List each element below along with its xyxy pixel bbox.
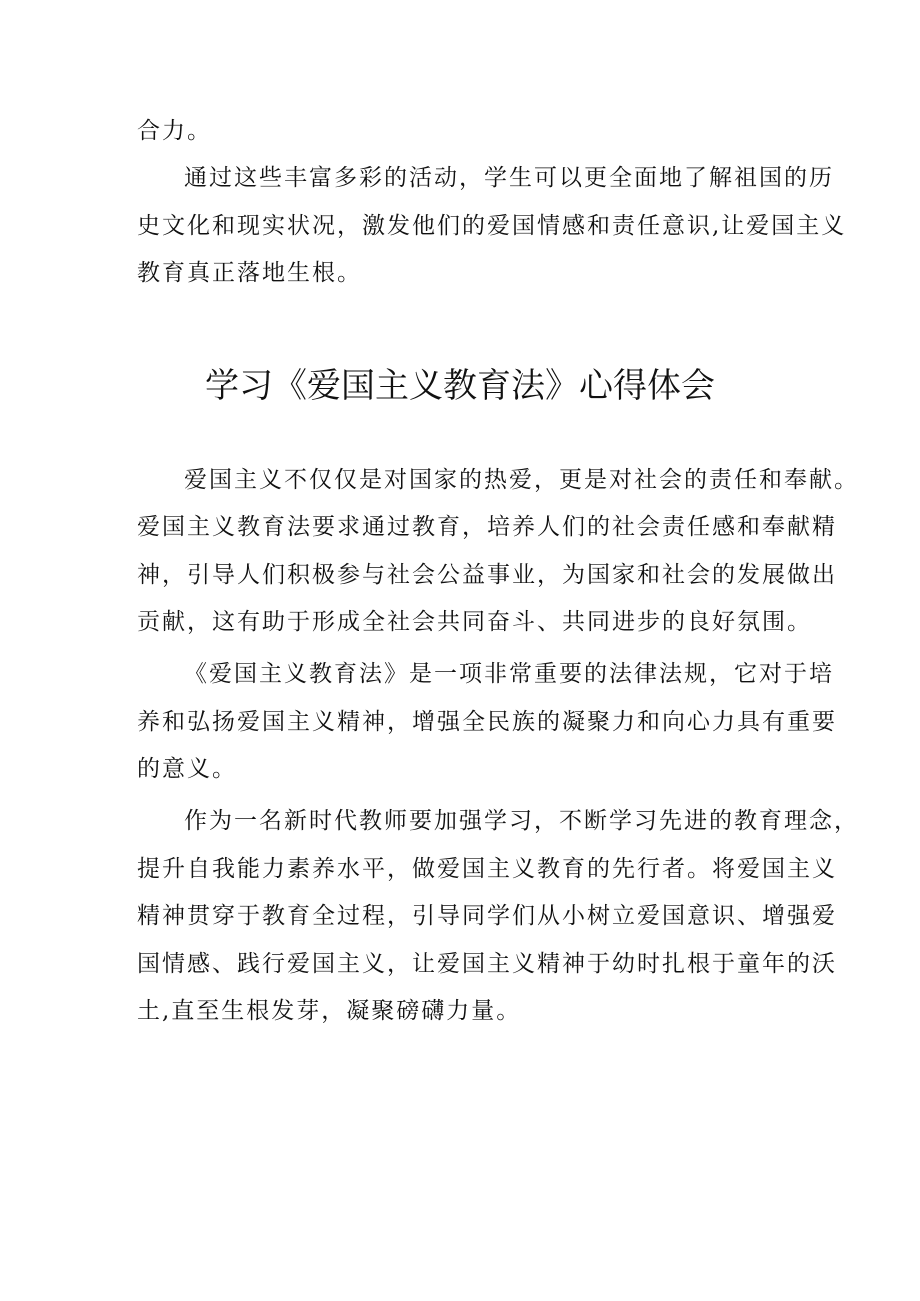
body-paragraph-1-line-3: 神，引导人们积极参与社会公益事业，为国家和社会的发展做出: [137, 562, 837, 588]
body-paragraph-3-line-4: 国情感、践行爱国主义，让爱国主义精神于幼时扎根于童年的沃: [137, 951, 837, 977]
body-paragraph-1-line-1: 爱国主义不仅仅是对国家的热爱，更是对社会的责任和奉献。: [184, 467, 859, 493]
body-paragraph-1-line-4: 贡献，这有助于形成全社会共同奋斗、共同进步的良好氛围。: [137, 609, 812, 635]
intro-paragraph-2-line-3: 教育真正落地生根。: [137, 260, 362, 286]
intro-paragraph-2-line-2: 史文化和现实状况，激发他们的爱国情感和责任意识,让爱国主义: [137, 213, 847, 239]
body-paragraph-3-line-2: 提升自我能力素养水平，做爱国主义教育的先行者。将爱国主义: [137, 856, 837, 882]
body-paragraph-3-line-5: 土,直至生根发芽，凝聚磅礴力量。: [137, 998, 522, 1024]
body-paragraph-1-line-2: 爱国主义教育法要求通过教育，培养人们的社会责任感和奉献精: [137, 514, 837, 540]
body-paragraph-3-line-1: 作为一名新时代教师要加强学习，不断学习先进的教育理念，: [184, 808, 859, 834]
body-paragraph-2-line-2: 养和弘扬爱国主义精神，增强全民族的凝聚力和向心力具有重要: [137, 709, 837, 735]
body-paragraph-2-line-3: 的意义。: [137, 756, 237, 782]
intro-paragraph-1-line-1: 合力。: [137, 118, 212, 144]
intro-paragraph-2-line-1: 通过这些丰富多彩的活动，学生可以更全面地了解祖国的历: [184, 165, 834, 191]
body-paragraph-3-line-3: 精神贯穿于教育全过程，引导同学们从小树立爱国意识、增强爱: [137, 903, 837, 929]
body-paragraph-2-line-1: 《爱国主义教育法》是一项非常重要的法律法规，它对于培: [184, 661, 834, 687]
page-title: 学习《爱国主义教育法》心得体会: [205, 366, 715, 406]
